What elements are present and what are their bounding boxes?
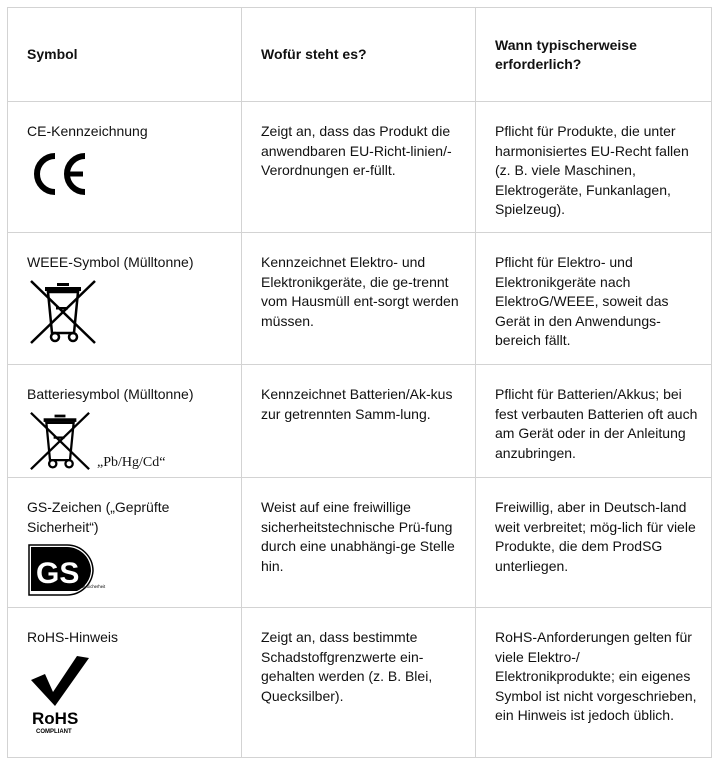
table-row [8,365,712,478]
header-symbol: Symbol [8,8,242,102]
table-row [8,233,712,365]
crossed-bin-battery-icon [27,411,93,477]
header-required: Wann typischerweise erforderlich? [476,8,712,102]
meaning-text: Zeigt an, dass bestimmte Schadstoffgrenzwerte ein-gehalten werden (z. B. Blei, Quecksilber). [261,629,433,704]
required-text: Pflicht für Elektro- und Elektronikgeräte nach ElektroG/WEEE, soweit das Gerät in den Anwendungs-bereich fällt. [495,254,669,348]
rohs-label: RoHS [32,708,79,728]
symbol-name: GS-Zeichen („Geprüfte Sicherheit“) [27,499,170,535]
symbol-table [7,7,712,758]
table-row [8,102,712,233]
meaning-text: Kennzeichnet Elektro- und Elektronikgeräte, die ge-trennt vom Hausmüll ent-sorgt werden müssen. [261,254,459,329]
table-row [8,608,712,758]
required-text: RoHS-Anforderungen gelten für viele Elektro-/ Elektronikprodukte; ein eigenes Symbol ist nicht vorgeschrieben, ein Hinweis ist jedoch üblich. [495,629,697,723]
svg-text:geprüfte Sicherheit [70,584,106,589]
rohs-sublabel: COMPLIANT [36,728,72,735]
rohs-check-icon [27,654,229,742]
header-row [8,8,712,102]
required-text: Pflicht für Batterien/Akkus; bei fest verbauten Batterien oft auch am Gerät oder in der Anleitung anzubringen. [495,386,698,461]
svg-text:GS: GS [36,557,80,590]
required-text: Freiwillig, aber in Deutsch-land weit verbreitet; mög-lich für viele Produkte, die dem ProdSG unterliegen. [495,499,696,574]
gs-mark-icon [27,543,229,603]
symbol-name: RoHS-Hinweis [27,629,119,645]
ce-mark-icon [27,148,229,206]
meaning-text: Kennzeichnet Batterien/Ak-kus zur getrennten Samm-lung. [261,386,453,422]
crossed-bin-icon [27,279,229,351]
meaning-text: Weist auf eine freiwillige sicherheitstechnische Prü-fung durch eine unabhängi-ge Stelle hin. [261,499,455,574]
symbol-name: WEEE-Symbol (Mülltonne) [27,254,194,270]
table-row [8,478,712,608]
battery-chemistry-label: „Pb/Hg/Cd“ [97,454,166,470]
meaning-text: Zeigt an, dass das Produkt die anwendbaren EU-Richt-linien/-Verordnungen er-füllt. [261,123,452,178]
symbol-name: CE-Kennzeichnung [27,123,148,139]
gs-mark-label: geprüfte Sicherheit [70,584,106,589]
header-meaning: Wofür steht es? [242,8,476,102]
symbol-name: Batteriesymbol (Mülltonne) [27,386,194,402]
required-text: Pflicht für Produkte, die unter harmonisiertes EU-Recht fallen (z. B. viele Maschinen, Elektrogeräte, Funkanlagen, Spielzeug). [495,123,689,217]
